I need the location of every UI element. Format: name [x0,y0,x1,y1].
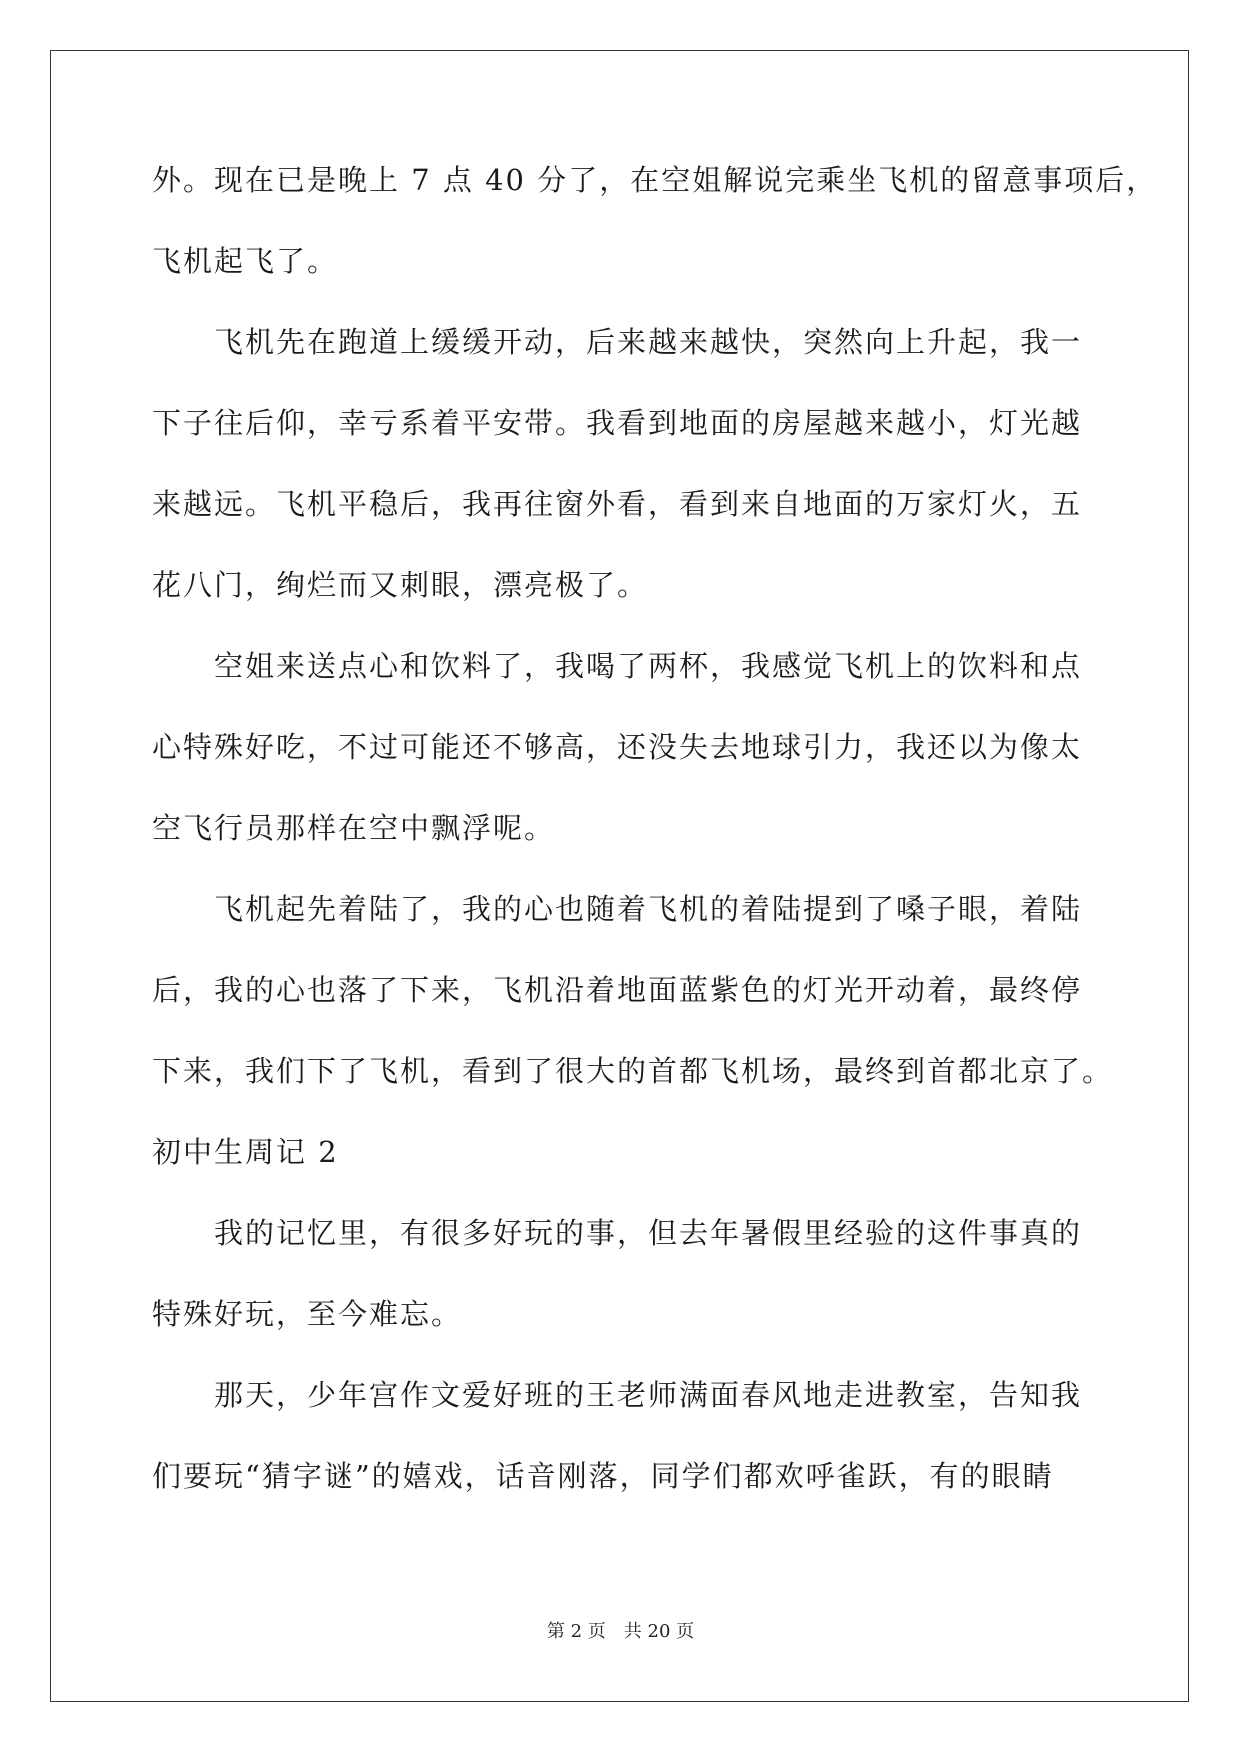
text-line: 飞机起先着陆了，我的心也随着飞机的着陆提到了嗓子眼，着陆 [152,892,1083,926]
text-line: 后，我的心也落了下来，飞机沿着地面蓝紫色的灯光开动着，最终停 [152,973,1083,1007]
text-line: 飞机先在跑道上缓缓开动，后来越来越快，突然向上升起，我一 [152,325,1083,359]
text-line: 我的记忆里，有很多好玩的事，但去年暑假里经验的这件事真的 [152,1216,1083,1250]
text-line: 那天，少年宫作文爱好班的王老师满面春风地走进教室，告知我 [152,1378,1083,1412]
text-line: 空姐来送点心和饮料了，我喝了两杯，我感觉飞机上的饮料和点 [152,649,1083,683]
text-line: 空飞行员那样在空中飘浮呢。 [152,811,556,845]
text-line: 特殊好玩，至今难忘。 [152,1297,463,1331]
text-line: 来越远。飞机平稳后，我再往窗外看，看到来自地面的万家灯火，五 [152,487,1083,521]
section-heading: 初中生周记 2 [152,1135,339,1169]
text-line: 下子往后仰，幸亏系着平安带。我看到地面的房屋越来越小，灯光越 [152,406,1083,440]
text-line: 下来，我们下了飞机，看到了很大的首都飞机场，最终到首都北京了。 [152,1054,1114,1088]
text-line: 花八门，绚烂而又刺眼，漂亮极了。 [152,568,649,602]
document-body [152,162,1158,1539]
page-number: 第 2 页 共 20 页 [546,1621,695,1642]
text-line: 飞机起飞了。 [152,244,339,278]
text-line: 外。现在已是晚上 7 点 40 分了，在空姐解说完乘坐飞机的留意事项后， [152,163,1158,197]
text-line: 心特殊好吃，不过可能还不够高，还没失去地球引力，我还以为像太 [152,730,1083,764]
text-line: 们要玩“猜字谜”的嬉戏，话音刚落，同学们都欢呼雀跃，有的眼睛 [152,1459,1054,1493]
